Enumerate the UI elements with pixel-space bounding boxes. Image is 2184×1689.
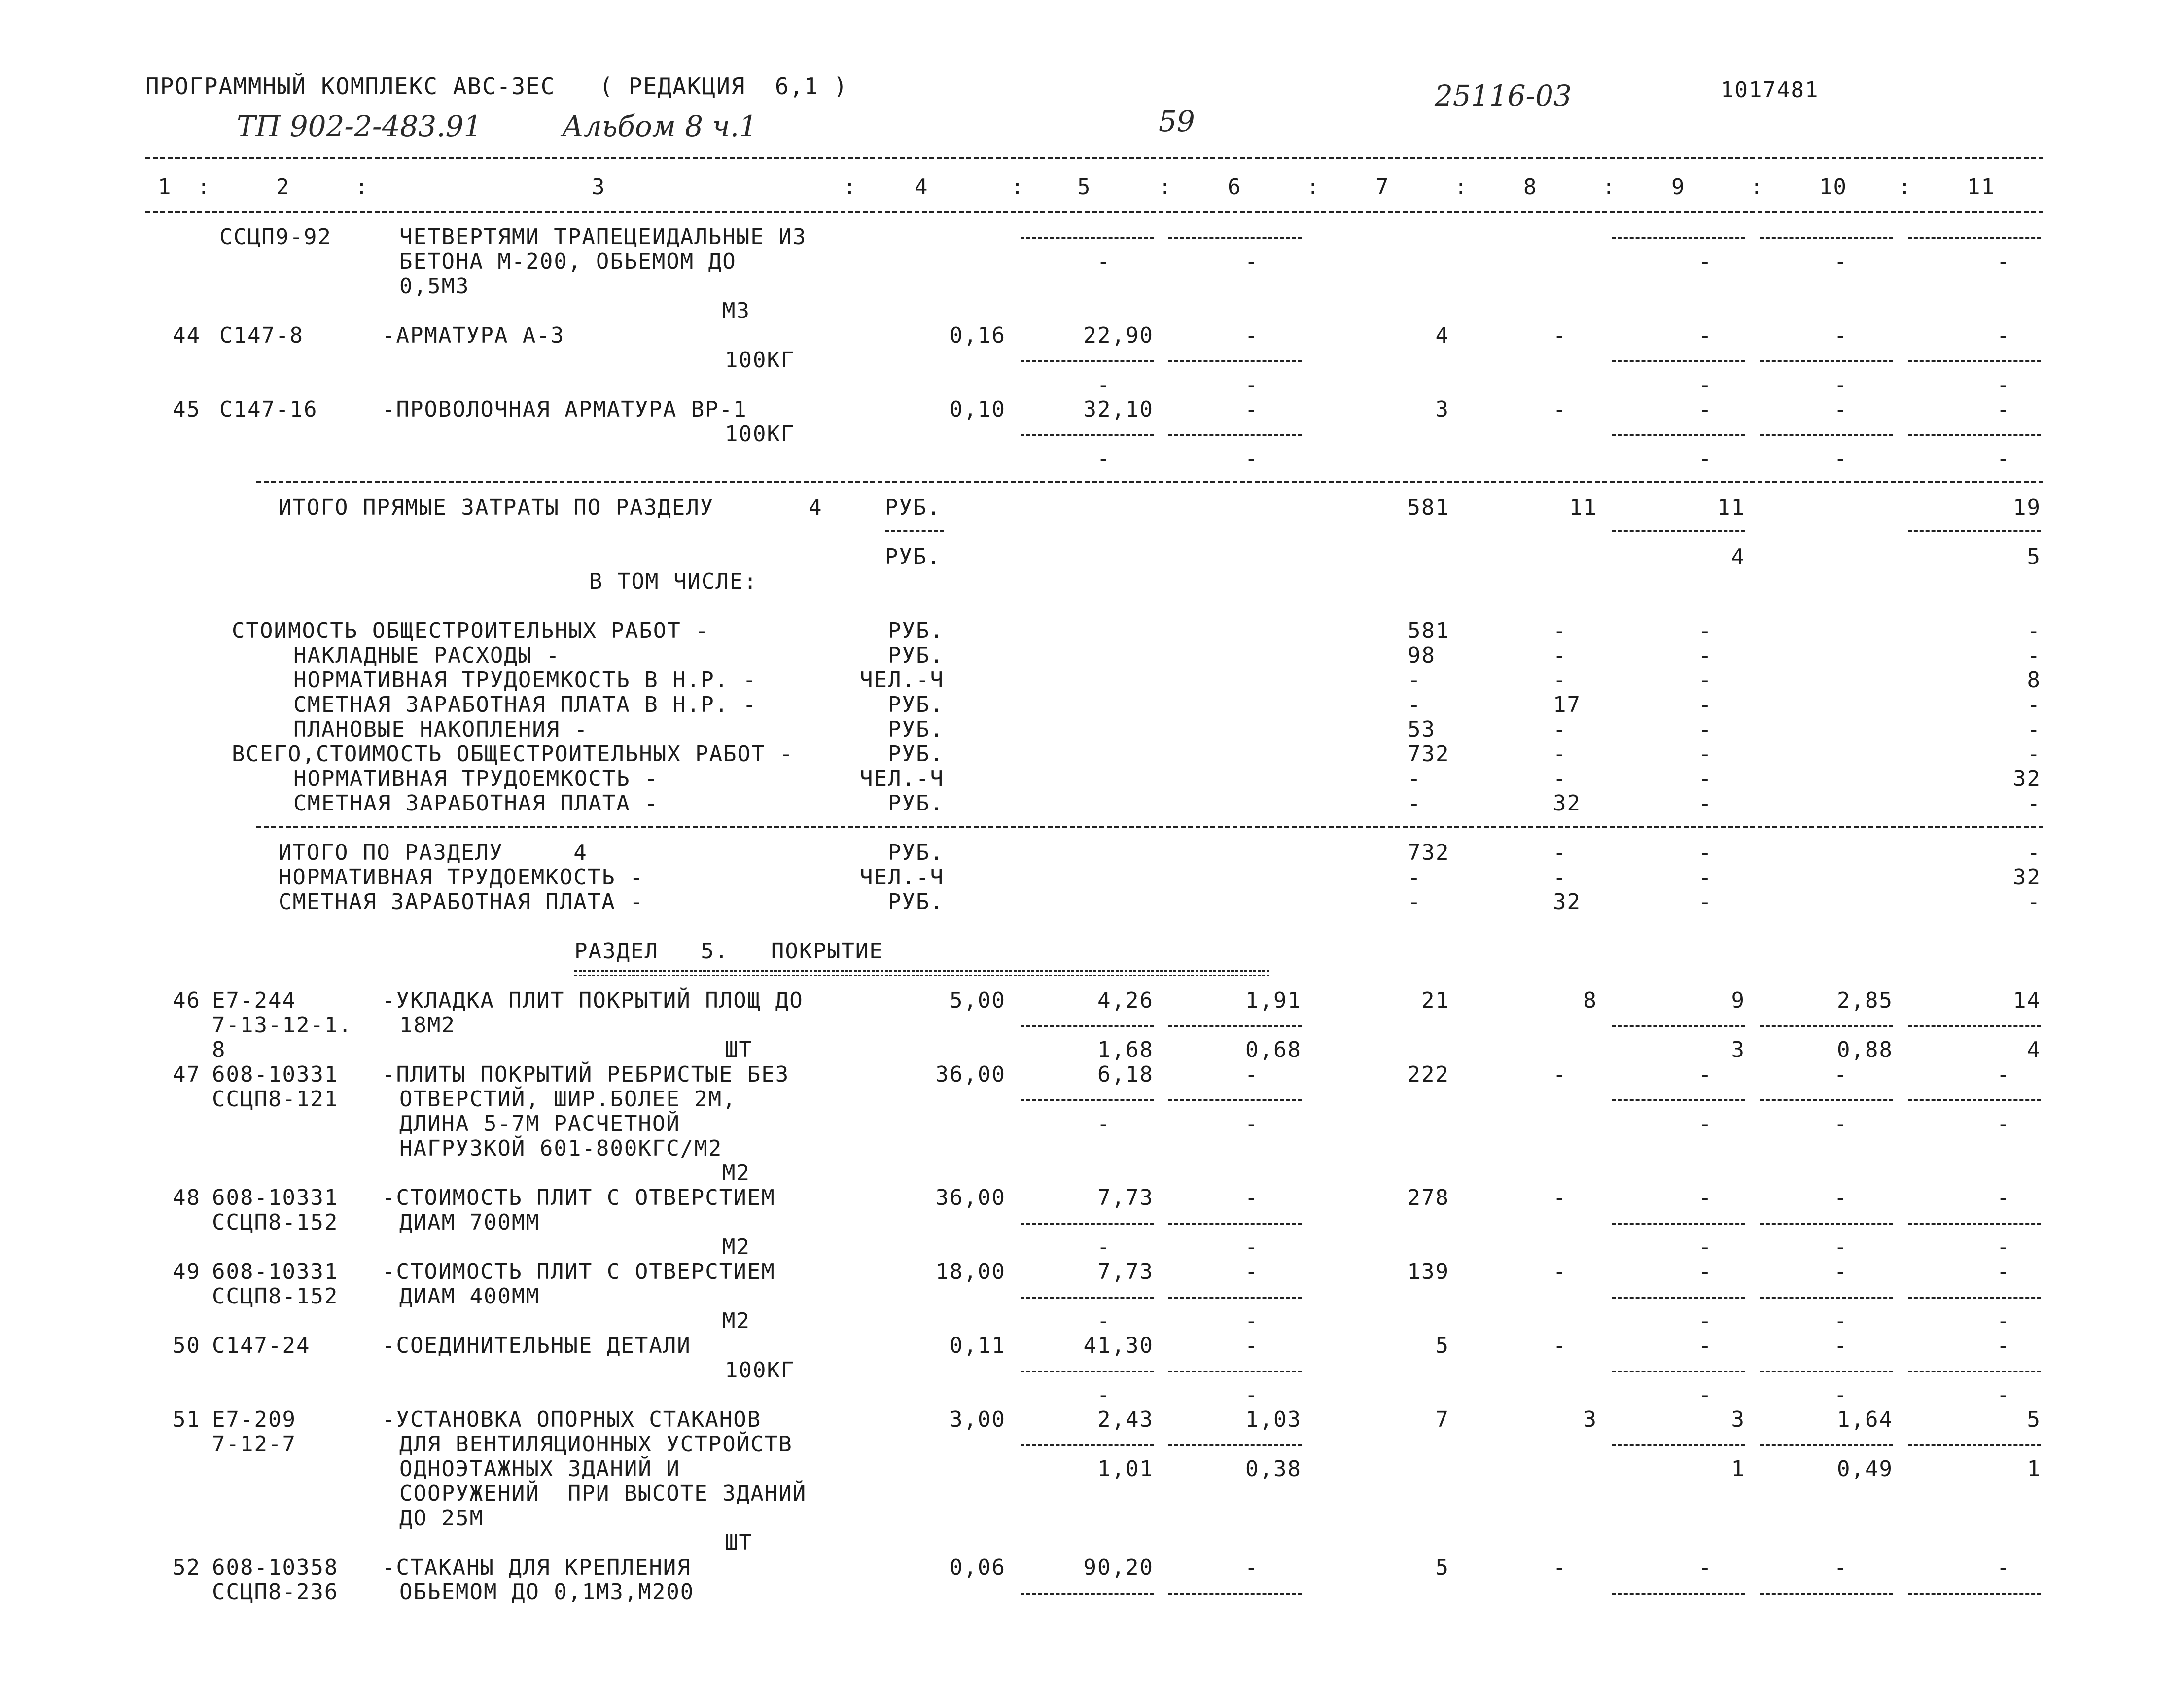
column-1-header: 1 — [158, 175, 172, 200]
cell: 0,68 — [1245, 1037, 1302, 1062]
cell: - — [1245, 1234, 1259, 1260]
cell: 7,73 — [1097, 1185, 1154, 1210]
row-description: -СТОИМОСТЬ ПЛИТ С ОТВЕРСТИЕМ — [382, 1259, 775, 1284]
breakdown-unit: ЧЕЛ.-Ч — [860, 668, 944, 693]
cell: - — [1834, 1555, 1848, 1580]
cell: - — [1553, 865, 1567, 890]
column-5-header: 5 — [1077, 175, 1092, 200]
row-unit: М2 — [722, 1161, 750, 1186]
breakdown-unit: РУБ. — [888, 618, 944, 643]
row-code: ССЦП8-236 — [212, 1580, 339, 1605]
program-header: ПРОГРАММНЫЙ КОМПЛЕКС АВС-ЗЕС ( РЕДАКЦИЯ 6,1 ) — [145, 73, 848, 100]
including-label: В ТОМ ЧИСЛЕ: — [589, 569, 758, 594]
cell: - — [1553, 323, 1567, 348]
cell: - — [1698, 1111, 1713, 1136]
cell: - — [1997, 446, 2011, 471]
row-code: Е7-209 — [212, 1407, 296, 1432]
cell: - — [2027, 692, 2041, 717]
cell: - — [1698, 643, 1713, 668]
section-title: РАЗДЕЛ 5. ПОКРЫТИЕ — [574, 939, 883, 964]
row-description: 18М2 — [399, 1013, 456, 1038]
cell: - — [1997, 1259, 2011, 1284]
row-code: 608-10331 — [212, 1259, 339, 1284]
handwritten-album: Альбом 8 ч.1 — [562, 109, 758, 143]
cell: 53 — [1408, 717, 1436, 742]
cell: - — [1997, 249, 2011, 274]
cell: - — [1245, 1555, 1259, 1580]
section-total-rule — [256, 826, 2043, 828]
row-description: ДЛИНА 5-7М РАСЧЕТНОЙ — [399, 1111, 680, 1136]
breakdown-unit: РУБ. — [888, 717, 944, 742]
cell: - — [1408, 692, 1422, 717]
cell: - — [1698, 323, 1713, 348]
cell: - — [1698, 446, 1713, 471]
cell: 4 — [1731, 544, 1745, 569]
row-unit: М3 — [722, 298, 750, 323]
breakdown-unit: РУБ. — [888, 643, 944, 668]
row-description: ДЛЯ ВЕНТИЛЯЦИОННЫХ УСТРОЙСТВ — [399, 1432, 793, 1457]
row-description: СООРУЖЕНИЙ ПРИ ВЫСОТЕ ЗДАНИЙ — [399, 1481, 807, 1506]
cell: 8 — [2027, 668, 2041, 693]
cell: - — [1097, 1111, 1111, 1136]
cell: - — [1245, 1333, 1259, 1358]
section-title-underline — [574, 970, 1269, 976]
cell: - — [1698, 1234, 1713, 1260]
cell: - — [1408, 889, 1422, 915]
row-description: ДИАМ 700ММ — [399, 1210, 540, 1235]
row-code: С147-16 — [219, 397, 318, 422]
cell: 22,90 — [1083, 323, 1154, 348]
section-total-unit: РУБ. — [888, 840, 944, 865]
row-unit: 100КГ — [725, 1358, 795, 1383]
cell: - — [1245, 1111, 1259, 1136]
row-description: -СТАКАНЫ ДЛЯ КРЕПЛЕНИЯ — [382, 1555, 691, 1580]
cell: - — [1553, 766, 1567, 791]
cell: - — [1698, 1259, 1713, 1284]
cell: - — [1997, 1333, 2011, 1358]
cell: 0,06 — [950, 1555, 1006, 1580]
breakdown-label: НАКЛАДНЫЕ РАСХОДЫ - — [293, 643, 561, 668]
cell: - — [1997, 1234, 2011, 1260]
row-description: -ПРОВОЛОЧНАЯ АРМАТУРА ВР-1 — [382, 397, 747, 422]
cell: 732 — [1408, 840, 1450, 865]
cell: - — [1553, 741, 1567, 767]
cell: - — [1408, 766, 1422, 791]
cell: - — [1997, 397, 2011, 422]
cell: - — [1997, 1111, 2011, 1136]
row-code: ССЦП8-121 — [212, 1087, 339, 1112]
column-9-header: 9 — [1671, 175, 1686, 200]
cell: - — [1097, 446, 1111, 471]
row-description: ОДНОЭТАЖНЫХ ЗДАНИЙ И — [399, 1456, 680, 1481]
cell: 36,00 — [935, 1062, 1006, 1087]
row-number: 52 — [173, 1555, 201, 1580]
cell: 5 — [1435, 1555, 1449, 1580]
total-direct-unit: РУБ. — [885, 495, 941, 520]
section-total-label: ИТОГО ПО РАЗДЕЛУ 4 — [279, 840, 588, 865]
cell: - — [1834, 446, 1848, 471]
row-description: -ПЛИТЫ ПОКРЫТИЙ РЕБРИСТЫЕ БЕЗ — [382, 1062, 790, 1087]
row-description: БЕТОНА М-200, ОБЬЕМОМ ДО — [399, 249, 737, 274]
row-unit: ШТ — [725, 1530, 753, 1555]
cell: 32,10 — [1083, 397, 1154, 422]
cell: 2,85 — [1837, 988, 1893, 1013]
cell: 32 — [2013, 766, 2041, 791]
header-rule-bottom — [145, 211, 2043, 213]
cell: 0,16 — [950, 323, 1006, 348]
handwritten-project-code: ТП 902-2-483.91 — [237, 109, 482, 143]
breakdown-unit: РУБ. — [888, 741, 944, 767]
row-number: 45 — [173, 397, 201, 422]
page-number: 59 — [1159, 105, 1195, 138]
cell: 1,64 — [1837, 1407, 1893, 1432]
cell: 3 — [1435, 397, 1449, 422]
cell: 3,00 — [950, 1407, 1006, 1432]
cell: - — [2027, 618, 2041, 643]
cell: 4,26 — [1097, 988, 1154, 1013]
row-code: Е7-244 — [212, 988, 296, 1013]
cell: - — [1553, 643, 1567, 668]
cell: - — [1408, 791, 1422, 816]
row-description: -УСТАНОВКА ОПОРНЫХ СТАКАНОВ — [382, 1407, 762, 1432]
cell: - — [1245, 1259, 1259, 1284]
subtotal-rule — [256, 481, 2043, 483]
cell: 2,43 — [1097, 1407, 1154, 1432]
cell: - — [1698, 889, 1713, 915]
cell: - — [1698, 249, 1713, 274]
cell: - — [1834, 1234, 1848, 1260]
cell: - — [1834, 1308, 1848, 1334]
cell: - — [1997, 1382, 2011, 1408]
section-total-unit: РУБ. — [888, 889, 944, 915]
column-6-header: 6 — [1228, 175, 1242, 200]
row-description: ДИАМ 400ММ — [399, 1284, 540, 1309]
cell: 5 — [2027, 1407, 2041, 1432]
cell: - — [1698, 1185, 1713, 1210]
cell: - — [1834, 397, 1848, 422]
cell: - — [1698, 1062, 1713, 1087]
cell: - — [1698, 1333, 1713, 1358]
row-description: ОТВЕРСТИЙ, ШИР.БОЛЕЕ 2М, — [399, 1087, 737, 1112]
row-unit: М2 — [722, 1234, 750, 1260]
cell: 36,00 — [935, 1185, 1006, 1210]
row-code: ССЦП9-92 — [219, 224, 332, 249]
document-number: 1017481 — [1721, 77, 1819, 103]
row-number: 50 — [173, 1333, 201, 1358]
column-10-header: 10 — [1819, 175, 1847, 200]
cell: - — [1834, 372, 1848, 397]
cell: 0,11 — [950, 1333, 1006, 1358]
column-2-header: 2 — [276, 175, 290, 200]
document-code: 25116-03 — [1435, 79, 1572, 112]
cell: 17 — [1553, 692, 1581, 717]
cell: - — [2027, 791, 2041, 816]
breakdown-label: СТОИМОСТЬ ОБЩЕСТРОИТЕЛЬНЫХ РАБОТ - — [232, 618, 709, 643]
cell: 32 — [1553, 791, 1581, 816]
cell: - — [1698, 1382, 1713, 1408]
cell: - — [1698, 668, 1713, 693]
cell: 1,01 — [1097, 1456, 1154, 1481]
cell: - — [1698, 1308, 1713, 1334]
cell: - — [1553, 1259, 1567, 1284]
row-description: ДО 25М — [399, 1506, 484, 1531]
cell: 32 — [2013, 865, 2041, 890]
cell: 7,73 — [1097, 1259, 1154, 1284]
cell: 5,00 — [950, 988, 1006, 1013]
cell: - — [1698, 791, 1713, 816]
row-unit: 100КГ — [725, 348, 795, 373]
cell: - — [1553, 1062, 1567, 1087]
cell: 90,20 — [1083, 1555, 1154, 1580]
cell: 581 — [1408, 618, 1450, 643]
cell: 0,10 — [950, 397, 1006, 422]
breakdown-label: ПЛАНОВЫЕ НАКОПЛЕНИЯ - — [293, 717, 589, 742]
cell: - — [1834, 249, 1848, 274]
cell: - — [1997, 323, 2011, 348]
row-code: ССЦП8-152 — [212, 1284, 339, 1309]
row-code: 8 — [212, 1037, 226, 1062]
header-rule-top — [145, 157, 2043, 159]
row-number: 49 — [173, 1259, 201, 1284]
cell: 1,03 — [1245, 1407, 1302, 1432]
cell: 11 — [1569, 495, 1597, 520]
row-code: 608-10331 — [212, 1062, 339, 1087]
cell: - — [1698, 840, 1713, 865]
cell: 41,30 — [1083, 1333, 1154, 1358]
breakdown-unit: РУБ. — [888, 791, 944, 816]
cell: - — [1097, 1308, 1111, 1334]
cell: 222 — [1407, 1062, 1449, 1087]
cell: - — [1834, 1333, 1848, 1358]
cell: 3 — [1583, 1407, 1597, 1432]
cell: - — [1698, 865, 1713, 890]
column-4-header: 4 — [915, 175, 929, 200]
row-code: 608-10358 — [212, 1555, 339, 1580]
cell: - — [1097, 1382, 1111, 1408]
cell: 11 — [1717, 495, 1745, 520]
cell: - — [1997, 1555, 2011, 1580]
row-number: 47 — [173, 1062, 201, 1087]
cell: - — [1553, 717, 1567, 742]
cell: 5 — [1435, 1333, 1449, 1358]
row-description: НАГРУЗКОЙ 601-800КГС/М2 — [399, 1136, 723, 1161]
row-unit: ШТ — [725, 1037, 753, 1062]
row-number: 51 — [173, 1407, 201, 1432]
row-description: ЧЕТВЕРТЯМИ ТРАПЕЦЕИДАЛЬНЫЕ ИЗ — [399, 224, 807, 249]
cell: - — [1245, 1062, 1259, 1087]
cell: - — [1097, 249, 1111, 274]
cell: - — [1245, 1185, 1259, 1210]
row-description: -СТОИМОСТЬ ПЛИТ С ОТВЕРСТИЕМ — [382, 1185, 775, 1210]
cell: 0,49 — [1837, 1456, 1893, 1481]
cell: - — [2027, 741, 2041, 767]
breakdown-label: НОРМАТИВНАЯ ТРУДОЕМКОСТЬ - — [293, 766, 659, 791]
cell: 32 — [1553, 889, 1581, 915]
cell: 18,00 — [935, 1259, 1006, 1284]
column-11-header: 11 — [1967, 175, 1995, 200]
row-code: 7-12-7 — [212, 1432, 296, 1457]
total-direct-section: 4 — [809, 495, 823, 520]
cell: - — [1698, 741, 1713, 767]
cell: - — [1245, 323, 1259, 348]
row-code: С147-8 — [219, 323, 304, 348]
cell: - — [1997, 1308, 2011, 1334]
cell: - — [1408, 865, 1422, 890]
cell: 9 — [1731, 988, 1745, 1013]
row-number: 44 — [173, 323, 201, 348]
breakdown-label: ВСЕГО,СТОИМОСТЬ ОБЩЕСТРОИТЕЛЬНЫХ РАБОТ - — [232, 741, 794, 767]
cell: - — [1553, 1333, 1567, 1358]
cell: 4 — [2027, 1037, 2041, 1062]
cell: - — [1698, 618, 1713, 643]
row-code: ССЦП8-152 — [212, 1210, 339, 1235]
cell: - — [1834, 323, 1848, 348]
row-description: -СОЕДИНИТЕЛЬНЫЕ ДЕТАЛИ — [382, 1333, 691, 1358]
section-total-label: НОРМАТИВНАЯ ТРУДОЕМКОСТЬ - — [279, 865, 644, 890]
cell: - — [1553, 1185, 1567, 1210]
breakdown-label: СМЕТНАЯ ЗАРАБОТНАЯ ПЛАТА - — [293, 791, 659, 816]
cell: - — [1245, 1382, 1259, 1408]
section-total-label: СМЕТНАЯ ЗАРАБОТНАЯ ПЛАТА - — [279, 889, 644, 915]
cell: - — [1698, 397, 1713, 422]
cell: - — [1553, 668, 1567, 693]
breakdown-unit: РУБ. — [888, 692, 944, 717]
cell: - — [1698, 1555, 1713, 1580]
cell: 3 — [1731, 1407, 1745, 1432]
cell: 4 — [1435, 323, 1449, 348]
row-description: -АРМАТУРА А-3 — [382, 323, 565, 348]
cell: - — [2027, 889, 2041, 915]
total-direct-label: ИТОГО ПРЯМЫЕ ЗАТРАТЫ ПО РАЗДЕЛУ — [279, 495, 714, 520]
cell: - — [1834, 1062, 1848, 1087]
cell: - — [1698, 692, 1713, 717]
cell: 732 — [1408, 741, 1450, 767]
cell: - — [2027, 717, 2041, 742]
cell: 1 — [1731, 1456, 1745, 1481]
column-7-header: 7 — [1375, 175, 1390, 200]
section-total-unit: ЧЕЛ.-Ч — [860, 865, 944, 890]
cell: 7 — [1435, 1407, 1449, 1432]
cell: 1 — [2027, 1456, 2041, 1481]
cell: 139 — [1407, 1259, 1449, 1284]
cell: - — [1245, 1308, 1259, 1334]
row-number: 46 — [173, 988, 201, 1013]
cell: - — [1245, 249, 1259, 274]
row-unit: 100КГ — [725, 422, 795, 447]
cell: - — [1997, 372, 2011, 397]
cell: - — [1698, 717, 1713, 742]
row-description: 0,5М3 — [399, 274, 470, 299]
cell: 3 — [1731, 1037, 1745, 1062]
cell: 98 — [1408, 643, 1436, 668]
cell: 6,18 — [1097, 1062, 1154, 1087]
cell: 1,91 — [1245, 988, 1302, 1013]
breakdown-label: СМЕТНАЯ ЗАРАБОТНАЯ ПЛАТА В Н.Р. - — [293, 692, 757, 717]
cell: - — [2027, 840, 2041, 865]
cell: - — [1553, 397, 1567, 422]
cell: 278 — [1407, 1185, 1449, 1210]
total-direct-unit-2: РУБ. — [885, 544, 941, 569]
cell: - — [1245, 446, 1259, 471]
cell: - — [1245, 397, 1259, 422]
breakdown-label: НОРМАТИВНАЯ ТРУДОЕМКОСТЬ В Н.Р. - — [293, 668, 757, 693]
cell: - — [1553, 1555, 1567, 1580]
cell: - — [1245, 372, 1259, 397]
row-code: 7-13-12-1. — [212, 1013, 352, 1038]
row-code: 608-10331 — [212, 1185, 339, 1210]
cell: 21 — [1421, 988, 1449, 1013]
cell: 1,68 — [1097, 1037, 1154, 1062]
cell: - — [1408, 668, 1422, 693]
cell: 0,38 — [1245, 1456, 1302, 1481]
cell: - — [2027, 643, 2041, 668]
cell: 581 — [1407, 495, 1449, 520]
cell: - — [1997, 1062, 2011, 1087]
cell: - — [1698, 766, 1713, 791]
row-code: С147-24 — [212, 1333, 311, 1358]
cell: - — [1834, 1259, 1848, 1284]
cell: - — [1553, 618, 1567, 643]
cell: - — [1834, 1111, 1848, 1136]
cell: - — [1834, 1382, 1848, 1408]
cell: - — [1698, 372, 1713, 397]
breakdown-unit: ЧЕЛ.-Ч — [860, 766, 944, 791]
column-8-header: 8 — [1523, 175, 1538, 200]
row-description: -УКЛАДКА ПЛИТ ПОКРЫТИЙ ПЛОЩ ДО — [382, 988, 804, 1013]
cell: 0,88 — [1837, 1037, 1893, 1062]
cell: - — [1834, 1185, 1848, 1210]
cell: - — [1997, 1185, 2011, 1210]
row-description: ОБЬЕМОМ ДО 0,1М3,М200 — [399, 1580, 695, 1605]
row-unit: М2 — [722, 1308, 750, 1334]
column-header-row: 1 2 3 4 5 6 7 8 9 10 11 : : : : : : : : : : — [158, 175, 1995, 200]
cell: 8 — [1583, 988, 1597, 1013]
cell: 5 — [2027, 544, 2041, 569]
cell: - — [1097, 1234, 1111, 1260]
cell: 14 — [2013, 988, 2041, 1013]
cell: - — [1097, 372, 1111, 397]
column-3-header: 3 — [592, 175, 606, 200]
row-number: 48 — [173, 1185, 201, 1210]
cell: 19 — [2013, 495, 2041, 520]
cell: - — [1553, 840, 1567, 865]
